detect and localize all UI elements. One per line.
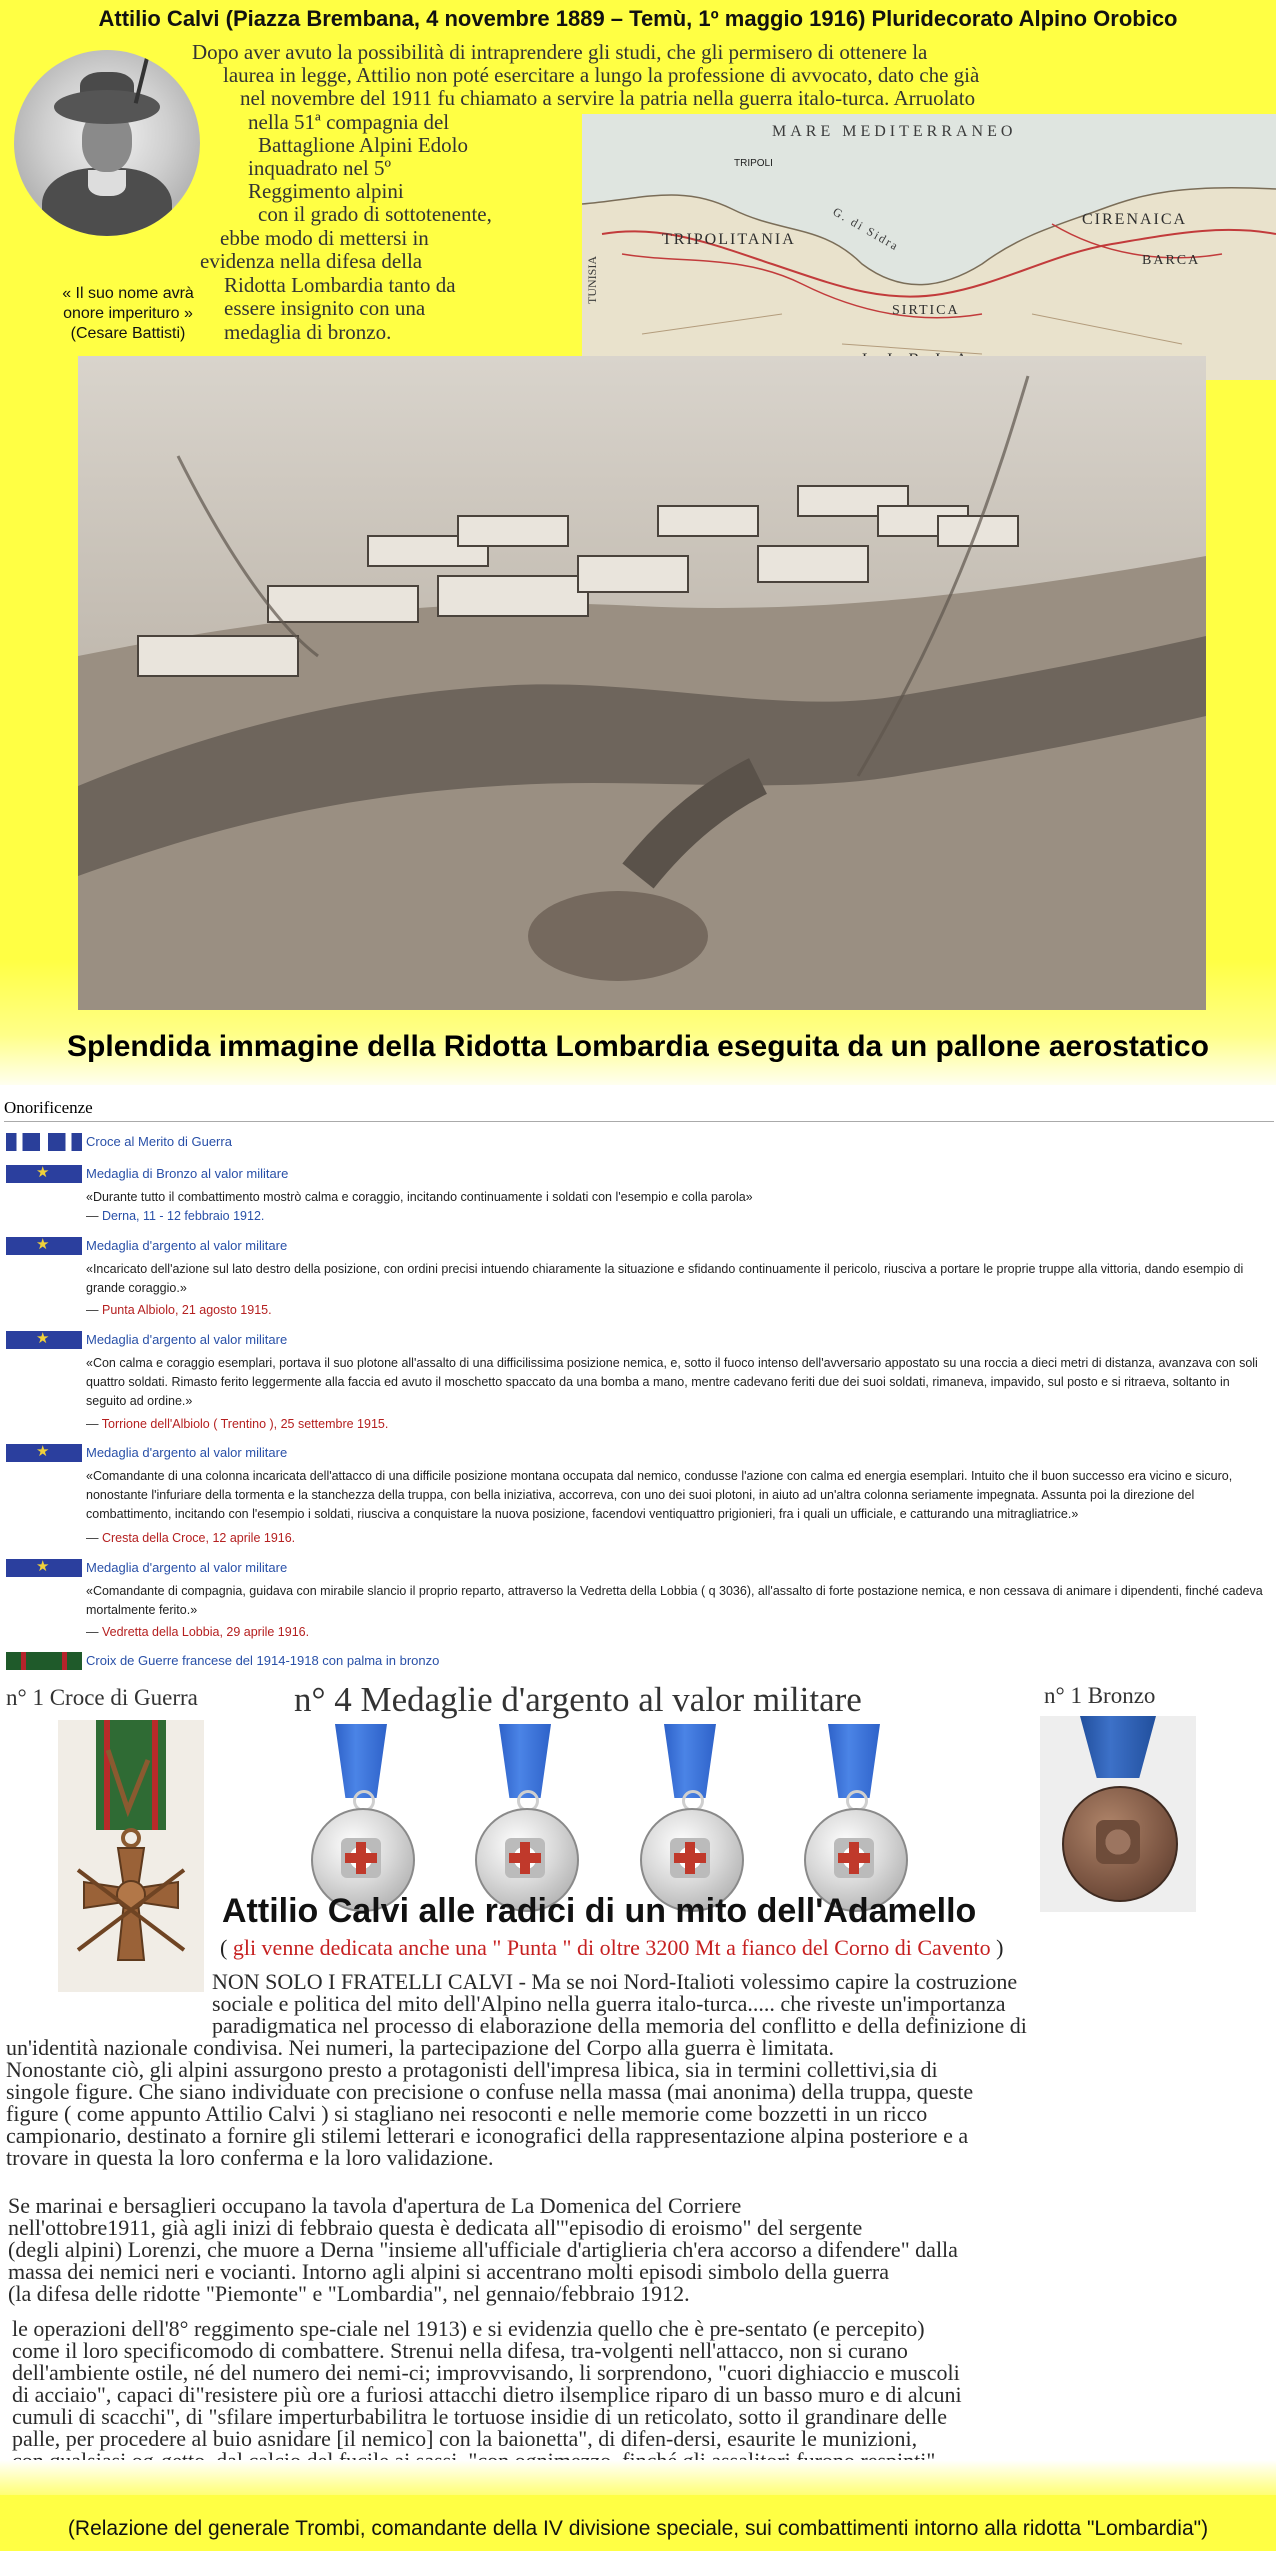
quote-line: onore imperituro » [63, 305, 193, 322]
intro-line: essere insignito con una [224, 296, 426, 320]
ribbon-silver-valor: ★ [6, 1444, 82, 1462]
map-label-tripoli: TRIPOLI [734, 158, 773, 169]
honor-link[interactable]: Croce al Merito di Guerra [86, 1134, 232, 1149]
paragraph-line: massa dei nemici neri e vocianti. Intorno agli alpini si accentrano molti episodi simbolo della guerra [8, 2259, 889, 2284]
honor-source-link[interactable]: Derna, 11 - 12 febbraio 1912. [101, 1209, 265, 1223]
heading-croce-guerra: n° 1 Croce di Guerra [6, 1685, 198, 1710]
section-subtitle: Attilio Calvi alle radici di un mito dell'Adamello [222, 1892, 977, 1930]
paragraph-line: di acciaio", capaci di"resistere più ore a furiosi attacchi dietro ilsemplice riparo di un basso muro e di alcuni [12, 2382, 962, 2407]
honor-link[interactable]: Medaglia d'argento al valor militare [86, 1332, 288, 1347]
ribbon-silver-valor: ★ [6, 1559, 82, 1577]
bronze-medal [1040, 1716, 1196, 1912]
intro-line: ebbe modo di mettersi in [220, 226, 429, 250]
paragraph-line: (la difesa delle ridotte "Piemonte" e "Lombardia", nel gennaio/febbraio 1912. [8, 2281, 690, 2306]
paragraph-line: singole figure. Che siano individuate con precisione o confuse nella massa (mai anonima) della truppa, queste [6, 2079, 974, 2104]
map-label-tunisia: TUNISIA [585, 256, 599, 304]
intro-line: con il grado di sottotenente, [258, 202, 492, 226]
ribbon-croix-de-guerre [6, 1652, 82, 1670]
map-label-cirenaica: CIRENAICA [1082, 211, 1188, 228]
honor-source: — Torrione dell'Albiolo ( Trentino ), 25 settembre 1915. [86, 1417, 389, 1431]
honor-source: — Punta Albiolo, 21 agosto 1915. [86, 1303, 272, 1317]
ribbon-croce-merito [6, 1133, 82, 1151]
heading-bronze-medal: n° 1 Bronzo [1044, 1683, 1156, 1708]
honor-source-link[interactable]: Vedretta della Lobbia, 29 aprile 1916. [101, 1625, 310, 1639]
ribbon-silver-valor: ★ [6, 1331, 82, 1349]
map-label-sea: MARE MEDITERRANEO [772, 123, 1017, 140]
croix-de-guerre-image [58, 1720, 204, 1992]
honor-link[interactable]: Croix de Guerre francese del 1914-1918 con palma in bronzo [86, 1653, 440, 1668]
intro-line: Battaglione Alpini Edolo [258, 133, 468, 157]
honor-source: — Derna, 11 - 12 febbraio 1912. [86, 1209, 265, 1223]
paragraph-line: cumuli di scacchi", di "sfilare imperturbabilitra le tortuose insidie di un reticolato, sotto il grandinare delle [12, 2404, 947, 2429]
map-label-barca: BARCA [1142, 253, 1201, 268]
intro-line: laurea in legge, Attilio non poté esercitare a lungo la professione di avvocato, dato che già [223, 63, 980, 87]
intro-line: nel novembre del 1911 fu chiamato a servire la patria nella guerra italo-turca. Arruolato [240, 86, 976, 110]
paragraph-line: le operazioni dell'8° reggimento spe-ciale nel 1913) e si evidenzia quello che è pre-sentato (e percepito) [12, 2316, 925, 2341]
honor-citation: «Incaricato dell'azione sul lato destro della posizione, con ordini precisi intuendo chiaramente la situazione e sfidando continuamente il pericolo, riusciva a portare le proprie truppe alla vittoria, dando esempio di grande coraggio.» [86, 1262, 1244, 1295]
portrait-quote [38, 284, 218, 344]
paragraph-line: sociale e politica del mito dell'Alpino nella guerra italo-turca..... che riveste un'importanza [212, 1991, 1006, 2016]
intro-line: Ridotta Lombardia tanto da [224, 273, 456, 297]
paragraph-line: palle, per procedere al buio asnidare [il nemico] con la baionetta", di difen-dersi, esaurite le munizioni, [12, 2426, 918, 2451]
honor-link[interactable]: Medaglia d'argento al valor militare [86, 1560, 288, 1575]
honor-link[interactable]: Medaglia d'argento al valor militare [86, 1238, 288, 1253]
divider [4, 1121, 1274, 1122]
portrait-photo [14, 50, 200, 236]
dedication-text: gli venne dedicata anche una " Punta " di oltre 3200 Mt a fianco del Corno di Cavento [232, 1935, 991, 1960]
paragraph-line: nell'ottobre1911, già agli inizi di febbraio questa è dedicata all'"episodio di eroismo" del sergente [8, 2215, 863, 2240]
quote-line: « Il suo nome avrà [62, 285, 194, 302]
map-label-sirtica: SIRTICA [892, 303, 960, 318]
honor-citation: «Durante tutto il combattimento mostrò calma e coraggio, incitando continuamente i soldati con l'esempio e colla parola» [86, 1190, 753, 1204]
honor-citation: «Comandante di una colonna incaricata dell'attacco di una difficile posizione montana occupata dal nemico, condusse l'azione con calma ed energia esemplari. Intuito che il buon successo era vicino e sicuro, nonostante l'infuriare della tormenta e la stanchezza della truppa, con bella iniziativa, accorreva, con uno dei suoi plotoni, in aiuto ad un'altra colonna seriamente impegnata. Assunta poi la direzione del combattimento, incitando con l'esempio i soldati, riusciva a conquistare la nuova posizione, facendovi ventiquattro prigionieri, fra i quali un ufficiale, e catturando una mitragliatrice.» [86, 1469, 1233, 1521]
intro-line: Dopo aver avuto la possibilità di intraprendere gli studi, che gli permisero di ottenere la [192, 40, 928, 64]
honor-source-link[interactable]: Punta Albiolo, 21 agosto 1915. [101, 1303, 272, 1317]
libya-map [582, 114, 1276, 380]
footer-fade [0, 2460, 1276, 2500]
aerial-photo-ridotta [78, 356, 1206, 1010]
paragraph-line: campionario, destinato a fornire gli stilemi letterari e iconografici della rappresentazione alpina posteriore e a [6, 2123, 969, 2148]
paragraph-line: paradigmatica nel processo di elaborazione della memoria del conflitto e della definizione di [212, 2013, 1027, 2038]
honor-source: — Vedretta della Lobbia, 29 aprile 1916. [86, 1625, 310, 1639]
paragraph-line: un'identità nazionale condivisa. Nei numeri, la partecipazione del Corpo alla guerra è limitata. [6, 2035, 835, 2060]
intro-line: medaglia di bronzo. [224, 320, 392, 344]
paragraph-line: Se marinai e bersaglieri occupano la tavola d'apertura de La Domenica del Corriere [8, 2193, 742, 2218]
intro-line: inquadrato nel 5º [248, 156, 391, 180]
paragraph-line: (degli alpini) Lorenzi, che muore a Derna "insieme all'ufficiale d'artiglieria ch'era accorso a difendere" dalla [8, 2237, 958, 2262]
paragraph-line: dell'ambiente ostile, né del numero dei nemi-ci; improvvisando, li sorprendono, "cuori dighiaccio e muscoli [12, 2360, 960, 2385]
honors-heading: Onorificenze [4, 1098, 93, 1117]
honor-citation: «Comandante di compagnia, guidava con mirabile slancio il proprio reparto, attraverso la Vedretta della Lobbia ( q 3036), all'assalto di forte postazione nemica, e non cessava di animare i dipendenti, finché cadeva mortalmente ferito.» [86, 1584, 1263, 1617]
photo-caption: Splendida immagine della Ridotta Lombardia eseguita da un pallone aerostatico [67, 1030, 1209, 1063]
map-label-gulf: G. di Sidra [830, 204, 902, 254]
intro-line: nella 51ª compagnia del [248, 110, 450, 134]
intro-line: evidenza nella difesa della [200, 249, 423, 273]
paragraph-line: trovare in questa la loro conferma e la loro validazione. [6, 2145, 494, 2170]
intro-line: Reggimento alpini [248, 179, 404, 203]
map-label-tripolitania: TRIPOLITANIA [662, 231, 796, 248]
heading-silver-medals: n° 4 Medaglie d'argento al valor militare [294, 1680, 862, 1719]
footer-caption: (Relazione del generale Trombi, comandante della IV divisione speciale, sui combattimenti intorno alla ridotta "Lombardia") [67, 2517, 1209, 2540]
dedication-note: ( gli venne dedicata anche una " Punta " di oltre 3200 Mt a fianco del Corno di Cavento ) [220, 1935, 1004, 1960]
paragraph-line: come il loro specificomodo di combattere. Strenui nella difesa, tra-volgenti nell'attacco, non si curano [12, 2338, 908, 2363]
paragraph-line: figure ( come appunto Attilio Calvi ) si stagliano nei resoconti e nelle memorie come bozzetti in un ricco [6, 2101, 928, 2126]
ribbon-bronze-valor: ★ [6, 1165, 82, 1183]
paragraph-line: Nonostante ciò, gli alpini assurgono presto a protagonisti dell'impresa libica, sia in termini collettivi,sia di [6, 2057, 938, 2082]
paragraph-line: NON SOLO I FRATELLI CALVI - Ma se noi Nord-Italioti volessimo capire la costruzione [212, 1969, 1018, 1994]
honor-citation: «Con calma e coraggio esemplari, portava il suo plotone all'assalto di una difficilissima posizione nemica, e, sotto il fuoco intenso dell'avversario appostato su una roccia a dieci metri di distanza, avanzava con soli quattro soldati. Rimasto ferito leggermente alla faccia ed avuto il moschetto spaccato da una bomba a mano, mentre cadevano feriti due dei suoi soldati, rimaneva, impavido, sul posto e si ritraeva, soltanto in seguito ad ordine.» [86, 1356, 1258, 1408]
honor-link[interactable]: Medaglia d'argento al valor militare [86, 1445, 288, 1460]
honor-source-link[interactable]: Cresta della Croce, 12 aprile 1916. [101, 1531, 296, 1545]
page-title: Attilio Calvi (Piazza Brembana, 4 novembre 1889 – Temù, 1º maggio 1916) Pluridecorato Alpino Orobico [98, 6, 1178, 31]
honor-source: — Cresta della Croce, 12 aprile 1916. [86, 1531, 296, 1545]
ribbon-silver-valor: ★ [6, 1237, 82, 1255]
honor-source-link[interactable]: Torrione dell'Albiolo ( Trentino ), 25 settembre 1915. [101, 1417, 389, 1431]
honor-link[interactable]: Medaglia di Bronzo al valor militare [86, 1166, 289, 1181]
quote-attribution: (Cesare Battisti) [70, 325, 186, 342]
